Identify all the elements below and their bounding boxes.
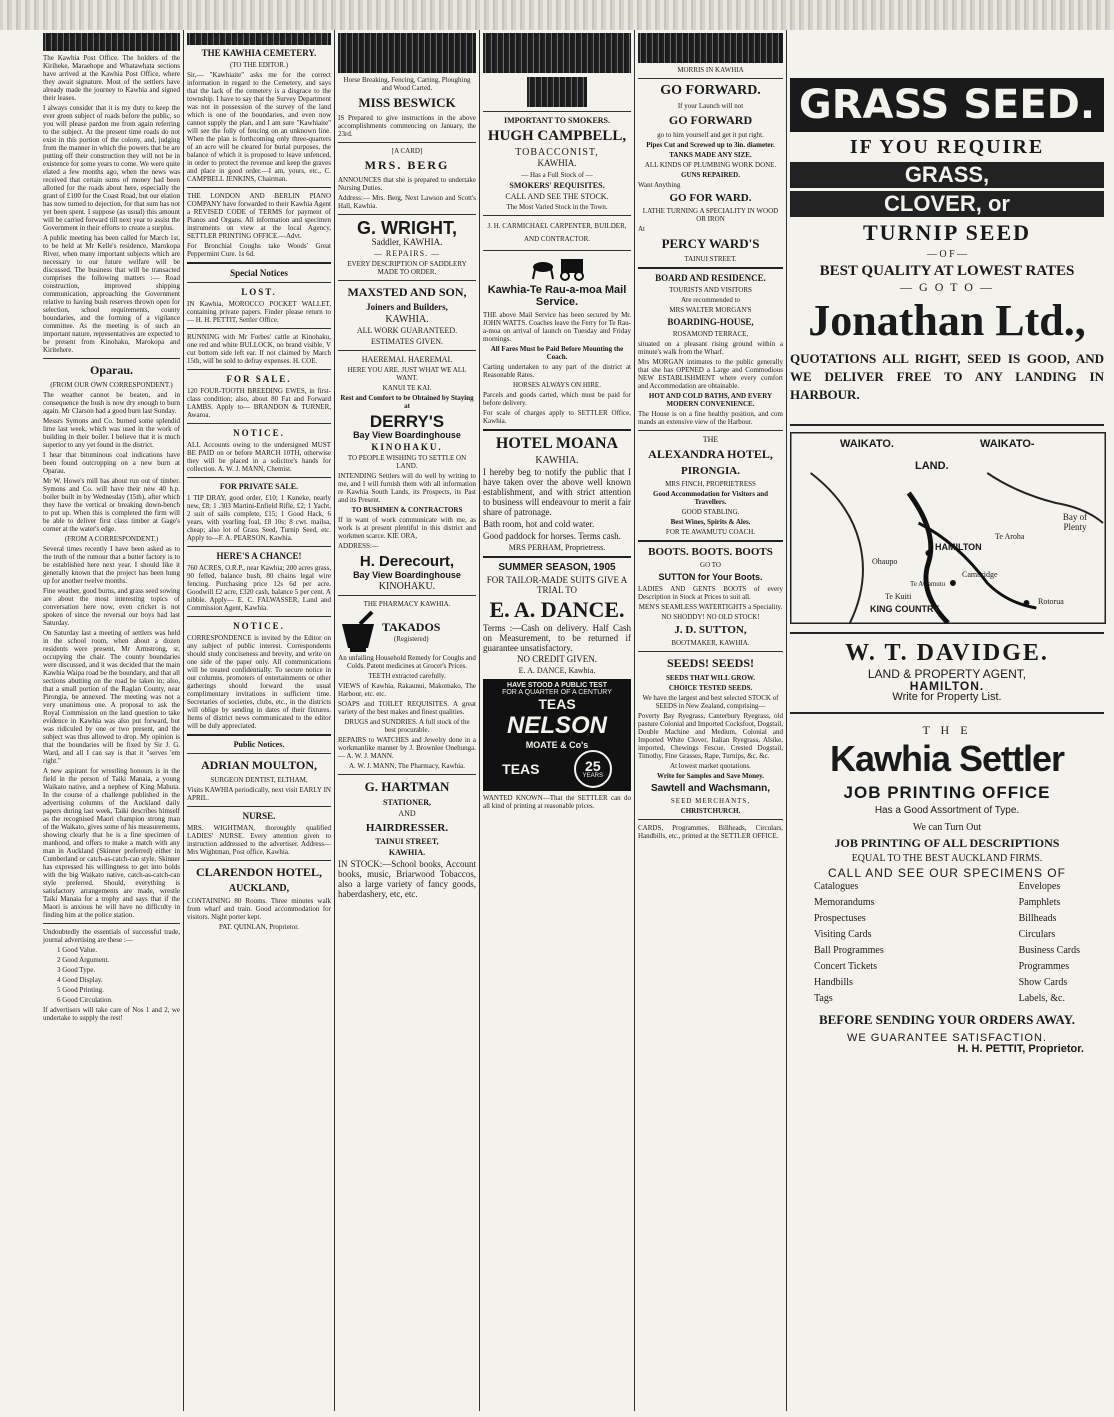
specimens-right (1019, 880, 1080, 1008)
ad-title: GO FOR WARD. (669, 192, 752, 204)
ad-text: MRS. WIGHTMAN, thoroughly qualified LADIES' NURSE. Every attention given to instruction addressed to the advertiser. Address—Mrs Wightman, Post office, Kawhia. (187, 824, 331, 856)
list-item: 6 Good Circulation. (57, 996, 113, 1004)
list-item: Ball Programmes (814, 945, 884, 957)
news-item: If advertisers will take care of Nos 1 and 2, we undertake to supply the rest! (43, 1006, 180, 1022)
ad-title: SUTTON for Your Boots. (658, 572, 763, 583)
letter-title: THE KAWHIA CEMETERY. (201, 48, 317, 58)
divider (187, 328, 331, 329)
ad-text: Horse Breaking, Fencing, Carting, Ploughing and Wood Carted. (343, 76, 471, 92)
ad-text: YEARS (582, 773, 603, 780)
column-ads-b (480, 30, 634, 1413)
divider (187, 262, 331, 264)
news-item: I hear that bituminous coal indications have been found outcropping on a new burn at Oparau. (43, 451, 180, 475)
ad-text: VIEWS of Kawhia, Rakaunui, Makomako, The Harbour, etc. etc. (338, 682, 476, 699)
list-item: Labels, &c. (1018, 993, 1065, 1005)
ad-title: HAIRDRESSER. (365, 821, 449, 834)
list-item: Envelopes (1018, 881, 1061, 893)
ad-text: HAVE STOOD A PUBLIC TEST (507, 682, 607, 690)
list-item: Pamphlets (1018, 897, 1061, 909)
ad-title: SUMMER SEASON, 1905 (498, 562, 616, 574)
news-item: I always consider that it is my duty to keep the ever green subject of roads before the public, so you will please pardon me from again referring to the subject. At the present time roads do not exist in this portion of the colony, and, judging from the manner in which the powers that be are putting off their construction they will not be in existence for some years to come. We were quite elated a few months ago, when the news was received that certain sums of money had been allotted for the roads about here, especially the grant of £100 for the Coast Road, but our elation has now turned to dejection, for that sum has not yet been spent. I suppose (as usual) this amount will be carried forward till next year to assist the Government in their efforts to create a surplus. (43, 104, 180, 232)
list-item: Circulars (1018, 929, 1056, 941)
ad-text: Are recommended to (680, 296, 741, 304)
divider (483, 111, 631, 112)
divider (790, 712, 1104, 714)
ad-text: MORRIS IN KAWHIA (677, 66, 744, 74)
ad-text: An unfailing Household Remedy for Coughs and Colds. Patent medicines at Grocer's Prices. (338, 654, 476, 671)
ad-subtitle: KAWHIA. (537, 158, 577, 169)
smudge (638, 33, 783, 63)
specimens-lists (790, 880, 1104, 1008)
divider (338, 595, 476, 596)
divider (187, 860, 331, 861)
ad-text: At lowest market quotations. (670, 762, 751, 771)
ad-subtitle: — REPAIRS. — (373, 249, 441, 259)
ad-text: 1 TIP DRAY, good order, £10; 1 Kuneke, nearly new, £8; 1 .303 Martini-Enfield Rifle, £2; 1 Yacht, 2 suit of sails complete, £15; 1 Good Hack, 6 years, with yearling foal, £8 10s; 8 cwt. mailsa, cheap; also lot of Grass Seed, Turnip Seed, etc. Apply to—F. A. PEARSON, Kawhia. (187, 494, 331, 542)
ad-text: WE GUARANTEE SATISFACTION. (847, 1032, 1047, 1045)
map-label: Te Kuiti (885, 592, 912, 602)
ad-text: NO CREDIT GIVEN. (516, 653, 598, 664)
ad-subtitle: STATIONER, (383, 798, 431, 808)
ad-text: situated on a pleasant rising ground within a minute's walk from the Wharf. (638, 340, 783, 356)
ad-subtitle: TAINUI STREET, (375, 836, 439, 846)
map-label: Rotorua (1038, 597, 1064, 607)
ad-text: Rest and Comfort to be Obtained by Staying at (340, 394, 474, 411)
ad-text: REPAIRS to WATCHES and Jewelry done in a workmanlike manner by J. Brownlee Onehunga.— A. W. J. MANN. (338, 736, 476, 761)
ad-text: TEAS (502, 761, 540, 778)
ad-text: SMOKERS' REQUISITES. (509, 180, 605, 190)
ad-title: BEFORE SENDING YOUR ORDERS AWAY. (818, 1012, 1076, 1028)
ad-text: WANTED KNOWN—That the SETTLER can do all kind of printing at reasonable prices. (483, 794, 631, 811)
list-item: Handbills (814, 977, 853, 989)
ad-text: The House is on a fine healthy position, and com mands an extensive view of the Harbour. (638, 410, 783, 426)
ad-text: — Has a Full Stock of — (521, 170, 593, 179)
page-header-band (0, 0, 1114, 30)
ad-title: IF YOU REQUIRE (849, 136, 1045, 158)
ad-text: go to him yourself and get it put right. (657, 131, 764, 139)
map-label: Te Aroha (995, 532, 1025, 542)
ad-subtitle: KAWHIA. (535, 455, 579, 467)
list-item: Catalogues (814, 881, 859, 893)
ad-text: GUNS REPAIRED. (681, 171, 740, 179)
news-item: A public meeting has been called for March 1st, to be held at Mr Kelle's residence, Marokopa River, when many important subjects which are necessary to our future welfare will be discussed. The business that will be transacted comprises the following matters :— Road construction, improved shipping communication, approaching the Government relative to having bush reserves thrown open for selection, school requirements, county boundaries, and the forming of a vigilance committee. As the meeting is of such an important nature, representatives are expected to be present from Kinohaku, Marokopa and Kiritehere. (43, 234, 180, 354)
ad-title: HUGH CAMPBELL, (487, 128, 627, 145)
divider (483, 215, 631, 216)
ad-text: EVERY DESCRIPTION OF SADDLERY MADE TO ORDER. (347, 260, 467, 277)
ad-text: IN STOCK:—School books, Account books, music, Briarwood Tobaccos, also a large variety of fancy goods, haberdashery, etc, etc. (338, 859, 476, 900)
news-item: On Saturday last a meeting of settlers was held in the school room, when about a dozen residents were present, Mr Armstrong, sr, occupying the chair. The county boundaries were discussed, and it was decided that the main Kawhia Waipa road be the boundary, and that all sections abutting on the road be taken in; also, that a small portion of the Raglan County, near Pirongia, be annexed. The meeting was not a very unanimous one. A proposal to ask the Royal Commission on the land question to take evidence in Kawhia was also put forward, but was ridiculed by one or two present, and the subject was thus allowed to drop. My opinion is that the boundaries will be fixed by Sir J. G. Ward, and all I can say is that it "serves 'em right." (43, 629, 180, 765)
list-item: Programmes (1018, 961, 1070, 973)
map-label: Cambridge (962, 570, 998, 580)
map-label: Bay of Plenty (1062, 512, 1088, 533)
divider (638, 78, 783, 79)
ad-text: LADIES AND GENTS BOOTS of every Description in Stock at Prices to suit all. (638, 585, 783, 602)
nelson-tea-ad (483, 679, 631, 791)
ad-title: SEEDS! SEEDS! (666, 656, 755, 671)
horse-coach-icon (527, 255, 587, 281)
column-ads-a (335, 30, 479, 1413)
news-item: Mr W. Howe's mill has about run out of timber. Symons and Co. will have their new 40 h.p. boiler built in by Wednesday (15th), after which they have the vertical or breaking down-bench to put up. When this is completed the firm will be able to deliver first class timber at Gage's corner at the water's edge. (43, 477, 180, 533)
map-label: WAIKATO. (840, 438, 894, 451)
ad-text: QUOTATIONS ALL RIGHT, SEED IS GOOD, AND WE DELIVER FREE TO ANY LANDING IN HARBOUR. (790, 351, 1104, 403)
divider (638, 540, 783, 542)
list-item: Show Cards (1018, 977, 1068, 989)
masthead-smudge (43, 33, 180, 51)
ad-text: ESTIMATES GIVEN. (371, 337, 443, 347)
ad-text: TOURISTS AND VISITORS (669, 286, 752, 294)
ad-text: ADDRESS:— (338, 541, 379, 550)
ad-label: THE PHARMACY KAWHIA. (363, 600, 451, 609)
ad-title: BOARD AND RESIDENCE. (655, 273, 766, 283)
ad-label: T H E (922, 723, 972, 738)
ad-text: If your Launch will not (677, 102, 744, 110)
divider (483, 556, 631, 558)
ad-text: ALL KINDS OF PLUMBING WORK DONE. (644, 161, 777, 169)
divider (638, 819, 783, 820)
divider (338, 214, 476, 215)
list-item: Business Cards (1018, 945, 1080, 957)
ad-text: ALL Accounts owing to the undersigned MUST BE PAID on or before MARCH 10TH, otherwise they will be placed in a solicitor's hands for collection. A. W. J. MANN, Chemist. (187, 441, 331, 473)
column-ads-c (635, 30, 786, 1413)
byline: (FROM OUR OWN CORRESPONDENT.) (50, 381, 173, 389)
ad-title: MRS. BERG (364, 158, 450, 172)
badge-25-years (574, 750, 612, 788)
list-item: 3 Good Type. (57, 966, 96, 974)
ad-text: For scale of charges apply to SETTLER Office, Kawhia. (483, 409, 631, 426)
map-label: HAMILTON (935, 542, 982, 553)
ad-label: THE (702, 435, 719, 444)
list-item: 2 Good Argument. (57, 956, 110, 964)
news-item: The Kawhia Post Office. The holders of the Kiriheke, Maraehope and Whatawhata sections have arrived at the Kawhia Post Office, where they await signature. Most of the settlers have already made the journey to Kawhia and signed their leases. (43, 54, 180, 102)
ad-text: Poverty Bay Ryegrass, Canterbury Ryegrass, old pasture Colonial and Imported Cocksfoot, Dogstail, Double Machine and Medium, Colonial and Imported White Clover, Italian Ryegrass, Alsike, imported, Chewings Fescue, Crested Dogstail, Timothy, Fine Grasses, Rape, Turnips, &c. &c. (638, 712, 783, 761)
ad-text: CHOICE TESTED SEEDS. (668, 684, 753, 693)
ad-text: Pipes Cut and Screwed up to 3in. diameter. (646, 141, 775, 149)
ad-text: FOR TAILOR-MADE SUITS GIVE A TRIAL TO (486, 575, 628, 595)
divider (638, 651, 783, 652)
list-item: Memorandums (814, 897, 875, 909)
map-label: LAND. (915, 460, 949, 473)
ad-text: Address:— Mrs. Berg, Next Lawson and Scott's Hall, Kawhia. (338, 194, 476, 210)
ad-title: TAKADOS (382, 619, 441, 634)
ad-text: Write for Samples and Save Money. (656, 772, 765, 781)
ad-subtitle: Joiners and Builders, (366, 302, 448, 313)
ad-text: Visits KAWHIA periodically, next visit EARLY IN APRIL. (187, 786, 331, 802)
news-item: The weather cannot be beaten, and in consequence the bush is now dry enough to burn again. Mr Clarson had a good burn last Sunday. (43, 391, 180, 415)
divider (483, 250, 631, 251)
ad-text: THE above Mail Service has been secured by Mr. JOHN WATTS. Coaches leave the Ferry for Te Rau-a-moa on arrival of launch on Tuesday and Friday mornings. (483, 311, 631, 344)
ad-title: H. Derecourt, (359, 552, 455, 570)
ad-text: Mrs MORGAN intimates to the public generally that she has OPENED a Large and Commodious NEW ESTABLISHMENT where every comfort and Accommodation are obtainable. (638, 358, 783, 390)
mortar-pestle-icon (338, 610, 378, 654)
ad-title: Sawtell and Wachsmann, (650, 783, 771, 795)
ad-text: TANKS MADE ANY SIZE. (669, 151, 752, 159)
letter-text: Sir,— "Kawhiaite" asks me for the correct information in regard to the Cemetery, and says that the lack of the cemetery is a disgrace to the township. I have to say that the Survey Department was not in possession of the survey of the land which is one of the boundaries, and even now cannot supply the plan, and I am sure "Kawhiaite" will see the folly of fencing on an unknown line. When the plan is forthcoming only three-quarters of an acre will be cleared for burial purposes, the balance of which it is proposed to leave unfenced, in order to protect the revenue and keep the graves and place in good order.—I am, yours, etc., C. CAMPBELL JENKINS, Chairman. (187, 71, 331, 183)
divider (338, 280, 476, 281)
ad-text: CORRESPONDENCE is invited by the Editor on any subject of public interest. Correspondents should study conciseness and brevity, and write on one side of the paper only. All communications will be treated confidentially. To secure notice in our columns, promoters of entertainments or other gatherings should forward the usual complimentary invitations in sufficient time. Secretaries of societies, clubs, etc., in the districts will oblige by sending in dates of their fixtures. Items of district news communicated to the editor will be duly appreciated. (187, 634, 331, 730)
list-item: Prospectuses (814, 913, 866, 925)
ad-title: JOB PRINTING OF ALL DESCRIPTIONS (834, 835, 1060, 850)
ad-title: G. WRIGHT, (357, 218, 457, 238)
piano-notice: THE LONDON AND BERLIN PIANO COMPANY have forwarded to their Kawhia Agent a REVISED CODE of TERMS for payment of Pianos and Organs. All information and specimen instruments on view at the local Agency, SETTLER PRINTING OFFICE.—Advt. (187, 192, 331, 240)
divider (187, 753, 331, 754)
ad-subtitle: AND (398, 809, 416, 819)
ad-text: HERE YOU ARE. JUST WHAT WE ALL WANT. (347, 366, 467, 383)
ad-subtitle: KAWHIA. (385, 313, 429, 325)
ad-subtitle: PIRONGIA. (681, 465, 740, 478)
map-label: WAIKATO- (980, 438, 1035, 451)
ad-title: NOTICE. (233, 621, 285, 631)
ad-title: PERCY WARD'S (661, 236, 760, 251)
specimens-left (814, 880, 884, 1008)
ad-signature: H. H. PETTIT, Proprietor. (957, 1043, 1084, 1056)
ad-text: GOOD STABLING. (681, 508, 740, 517)
ad-signature: PAT. QUINLAN, Proprietor. (219, 923, 299, 931)
ad-text: Good paddock for horses. Terms cash. (483, 531, 621, 542)
ad-text: HAEREMAI. HAEREMAI. (361, 355, 453, 365)
ad-text: LATHE TURNING A SPECIALITY IN WOOD OR IRON (642, 207, 779, 223)
column-notices (184, 30, 334, 1413)
divider (187, 477, 331, 478)
ad-title: Jonathan Ltd., (808, 296, 1086, 346)
ad-signature: E. A. DANCE, Kawhia. (518, 666, 596, 676)
ad-subtitle: Bay View Boardinghouse (353, 430, 461, 441)
ad-text: CONTAINING 80 Rooms. Three minutes walk from wharf and train. Good accommodation for visitors. Night porter kept. (187, 897, 331, 921)
list-item: 1 Good Value. (57, 946, 98, 954)
ad-subtitle: LAND & PROPERTY AGENT, (867, 667, 1027, 682)
ad-subtitle: TOBACCONIST, (515, 147, 599, 159)
ad-title: NURSE. (242, 811, 276, 821)
ad-text: — O F — (926, 249, 968, 260)
ad-title: TURNIP SEED (862, 220, 1032, 245)
ad-text: Has a Good Assortment of Type. (874, 805, 1020, 817)
divider (187, 546, 331, 547)
takados-block (338, 610, 476, 654)
ad-text: HORSES ALWAYS ON HIRE. (513, 381, 601, 390)
ad-text: At (638, 225, 645, 233)
section-title: Public Notices. (233, 740, 285, 749)
ad-subtitle: TAINUI STREET. (684, 255, 737, 263)
ad-text: SOAPS and TOILET REQUISITES. A great variety of the best makes and finest qualities. (338, 700, 476, 717)
cough-notice: For Bronchial Coughs take Woods' Great Peppermint Cure. 1s 6d. (187, 242, 331, 258)
ad-text: KANUI TE KAI. (382, 384, 432, 393)
ad-text: FOR A QUARTER OF A CENTURY (502, 689, 612, 697)
ad-subtitle: CHRISTCHURCH. (680, 807, 741, 816)
ad-text: All Fares Must be Paid Before Mounting the Coach. (490, 345, 624, 362)
ad-title: BOARDING-HOUSE, (667, 317, 754, 327)
ad-text: Bath room, hot and cold water. (483, 519, 595, 530)
ad-subtitle: TO PEOPLE WISHING TO SETTLE ON LAND. (347, 453, 467, 470)
ad-signature: MRS PERHAM, Proprietress. (508, 543, 606, 553)
ad-title: HOTEL MOANA (495, 435, 619, 453)
ad-label: IMPORTANT TO SMOKERS. (503, 116, 611, 125)
byline: (FROM A CORRESPONDENT.) (64, 535, 159, 543)
ad-title: J. D. SUTTON, (674, 624, 747, 637)
divider (187, 806, 331, 807)
ad-text: RUNNING with Mr Forbes' cattle at Kinohaku, one red and white BULLOCK, no brand visible, V cut bottom side left ear. If not claimed by March 15th, will be sold to defray expenses. H. COE. (187, 333, 331, 365)
ad-subtitle: KINOHAKU. (378, 581, 436, 593)
ad-text: CARDS, Programmes, Billheads, Circulars, Handbills, etc., printed at the SETTLER OFFICE. (638, 824, 783, 841)
ad-text: 120 FOUR-TOOTH BREEDING EWES, in first-class condition; also, about 80 Fat and Forward LAMBS. Apply to— BRANDON & TURNER, Awaroa. (187, 387, 331, 419)
ad-text: I hereby beg to notify the public that I have taken over the above well known establishment, and with strict attention to business will endeavour to merit a fair share of patronage. (483, 467, 631, 518)
smudge (483, 33, 631, 73)
ad-subtitle: ROSAMOND TERRACE, (672, 330, 749, 338)
ad-subtitle: KINOHAKU. (371, 441, 443, 452)
ad-subtitle: TO BUSHMEN & CONTRACTORS (351, 505, 463, 514)
ad-text: MEN'S SEAMLESS WATERTIGHTS a Speciality. (638, 603, 783, 612)
ad-title: ALEXANDRA HOTEL, (648, 447, 773, 462)
ad-subtitle: (Registered) (393, 634, 429, 643)
ad-text: Parcels and goods carted, which must be paid for before delivery. (483, 391, 631, 408)
ad-title: BOOTS. BOOTS. BOOTS (648, 546, 773, 559)
ad-text: MRS FINCH, PROPRIETRESS (665, 480, 756, 489)
ad-title: G. HARTMAN (364, 779, 450, 795)
map-label: Te Awamutu (910, 580, 946, 589)
ad-subtitle: SURGEON DENTIST, ELTHAM, (210, 776, 308, 784)
ad-text: ANNOUNCES that she is prepared to undertake Nursing Duties. (338, 176, 476, 192)
ad-title: LOST. (241, 287, 277, 297)
grass-seed-banner: GRASS SEED. (790, 78, 1104, 132)
news-item: Messrs Symons and Co. burned some splendid lime last week, which was used in the work of building in their boiler. I believe that it is much superior to any yet found in the district. (43, 417, 180, 449)
ad-text: Good Accommodation for Visitors and Travellers. (653, 490, 768, 507)
ad-title: GO FORWARD. (660, 83, 761, 98)
ad-title: GRASS, (790, 162, 1104, 188)
divider (187, 369, 331, 370)
ad-text: If in want of work communicate with me, as work is at present plentiful in this district and workmen scarce. KIE ORA, (338, 515, 476, 540)
map-label: Ohaupo (872, 557, 898, 567)
ad-signature: A. W. J. MANN, The Pharmacy, Kawhia. (348, 762, 466, 771)
map-label: KING COUNTRY (870, 604, 940, 615)
column-news (40, 30, 183, 1413)
ad-text: FOR TE AWAMUTU COACH. (665, 528, 756, 537)
ad-text: CALL AND SEE OUR SPECIMENS OF (828, 865, 1066, 880)
ad-title: MISS BESWICK (358, 95, 456, 110)
list-item: Billheads (1018, 913, 1057, 925)
essentials-list (43, 946, 180, 1004)
ad-text: Carting undertaken to any part of the district at Reasonable Rates. (483, 363, 631, 380)
ad-title: E. A. DANCE. (489, 596, 625, 622)
list-item: 5 Good Printing. (57, 986, 104, 994)
ad-title: HERE'S A CHANCE! (216, 551, 302, 561)
ad-text: DRUGS and SUNDRIES. A full stock of the best procurable. (344, 718, 470, 735)
ad-title: JOB PRINTING OFFICE (843, 783, 1051, 803)
news-item: Several times recently I have been asked as to the truth of the rumour that a butter factory is to be established here next year. I should like it generally known that the project has been hung up for another twelve months. (43, 545, 180, 585)
column-feature-ads (787, 30, 1107, 1413)
ad-text: MRS WALTER MORGAN'S (669, 306, 752, 314)
ad-subtitle: Bay View Boardinghouse (353, 569, 461, 580)
ad-title: W. T. DAVIDGE. (845, 640, 1049, 667)
divider (187, 734, 331, 736)
ad-title: ADRIAN MOULTON, (200, 758, 317, 772)
divider (187, 423, 331, 424)
ad-text: EQUAL TO THE BEST AUCKLAND FIRMS. (851, 852, 1043, 864)
divider (338, 350, 476, 351)
ad-subtitle: KAWHIA. (388, 847, 426, 857)
ad-subtitle: SEED MERCHANTS, (670, 797, 751, 806)
list-item: Visiting Cards (814, 929, 872, 941)
divider (43, 923, 180, 924)
news-item: Undoubtedly the essentials of successful trade, journal advertising are these :— (43, 928, 180, 944)
section-title: Oparau. (89, 363, 133, 377)
byline: (TO THE EDITOR.) (229, 61, 289, 69)
divider (43, 358, 180, 359)
divider (338, 142, 476, 143)
divider (187, 616, 331, 617)
ad-title: Kawhia-Te Rau-a-moa Mail Service. (487, 284, 627, 309)
ad-text: The Most Varied Stock in the Town. (506, 203, 608, 212)
ad-title: NELSON (506, 712, 607, 740)
ad-subtitle: HAMILTON. (909, 678, 985, 693)
divider (187, 282, 331, 283)
ad-text: NO SHODDY! NO OLD STOCK! (661, 613, 760, 622)
waikato-map (790, 432, 1104, 622)
ad-text: HOT AND COLD BATHS, AND EVERY MODERN CONVENIENCE. (648, 392, 773, 408)
section-title: Special Notices (230, 268, 288, 278)
ad-text: TEETH extracted carefully. (368, 672, 446, 681)
ad-text: Terms :—Cash on delivery. Half Cash on Measurement, to be returned if guarantee unsatisfactory. (483, 622, 631, 653)
ad-text: SEEDS THAT WILL GROW. (665, 674, 756, 683)
ad-title: FOR PRIVATE SALE. (219, 482, 299, 491)
ad-text: IS Prepared to give instructions in the above accomplishments commencing on January, the 23rd. (338, 114, 476, 138)
ad-text: Best Wines, Spirits & Ales. (670, 518, 751, 527)
divider (338, 774, 476, 775)
ad-title: CLARENDON HOTEL, (195, 865, 323, 879)
ad-title: MAXSTED AND SON, (347, 285, 467, 300)
list-item: 4 Good Display. (57, 976, 103, 984)
ad-text: TEAS (538, 696, 576, 713)
ad-text: INTENDING Settlers will do well by writing to me, and I will furnish them with all information re Kawhia South Lands, its Prospects, its Past and its Present. (338, 471, 476, 504)
list-item: Concert Tickets (814, 961, 878, 973)
news-item: A new aspirant for wrestling honours is in the field in the person of Taiki Manaia, a young Waikato native, and a nephew of King Mahuta. In the course of a challenge published in the advertising columns of the Auckland daily papers during last week, Taiki describes himself as the recognised Maori champion strong man of the Waikato, gives some of his measurements, showing clearly that he is a fine specimen of manhood, and offers to make a match with any man in Auckland (Skinner preferred) either in Cumberland or catch-as-catch-can style. Skinner has expressed his willingness to get into holds with the big Waikato native, catch-as-catch-can style preferred. Should, everything is satisfactory arrangements are made, wrestle Taiki Manaia for a trophy and says that if the Maori is anxious he will have no difficulty in finding him at the police station. (43, 767, 180, 919)
ad-title: NOTICE. (233, 428, 285, 438)
news-item: Fine weather, good burns, and grass seed sowing are about the most interesting topics of conversation here now, even cricket is not spoken of since the reversal our boys had last Saturday. (43, 587, 180, 627)
divider (638, 430, 783, 431)
ad-text: IN Kawhia, MOROCCO POCKET WALLET, containing private papers. Finder please return to— H. H. PETTIT, Settler Office. (187, 300, 331, 324)
ad-title: CLOVER, or (790, 191, 1104, 217)
emblem-smudge (527, 77, 587, 107)
divider (638, 267, 783, 269)
ad-text: — G O T O — (900, 280, 994, 295)
ad-label: [A CARD] (391, 147, 423, 155)
ad-subtitle: Saddler, KAWHIA. (371, 237, 443, 247)
ad-text: We can Turn Out (912, 822, 982, 834)
ad-text: J. H. CARMICHAEL CARPENTER, BUILDER, AND CONTRACTOR. (487, 222, 627, 244)
ad-title: Kawhia Settler (829, 738, 1065, 780)
ad-text: Write for Property List. (892, 690, 1002, 703)
list-item: Tags (814, 993, 833, 1005)
ad-text: CALL AND SEE THE STOCK. (505, 191, 609, 201)
ad-text: MOATE & Co's (525, 740, 589, 751)
ad-text: ALL WORK GUARANTEED. (356, 325, 458, 335)
smudge (338, 33, 476, 73)
ad-title: DERRY'S (369, 412, 445, 432)
ad-text: GO TO (700, 561, 721, 570)
divider (790, 424, 1104, 426)
ad-text: Want Anything (638, 181, 681, 189)
divider (483, 429, 631, 431)
divider (790, 632, 1104, 634)
ad-title: BEST QUALITY AT LOWEST RATES (819, 263, 1075, 280)
ad-title: FOR SALE. (226, 374, 292, 384)
divider (187, 187, 331, 188)
ad-subtitle: AUCKLAND, (228, 883, 290, 894)
ad-text: We have the largest and best selected STOCK of SEEDS in New Zealand, comprising— (642, 694, 779, 711)
ad-subtitle: BOOTMAKER, KAWHIA. (671, 639, 750, 648)
smudge (187, 33, 331, 45)
ad-title: GO FORWARD (668, 113, 753, 127)
ad-text: 760 ACRES, O.R.P., near Kawhia; 200 acres grass, 90 felled, balance bush, 80 chains legal wire fencing. Purchasing price 12s 6d per acre. Goodwill £2 acre, £320 cash, balance 5 per cent. A nibble. Apply— E. C. FALWASSER, Land and Commission Agent, Kawhia. (187, 564, 331, 612)
ad-text: 25 (585, 758, 601, 775)
